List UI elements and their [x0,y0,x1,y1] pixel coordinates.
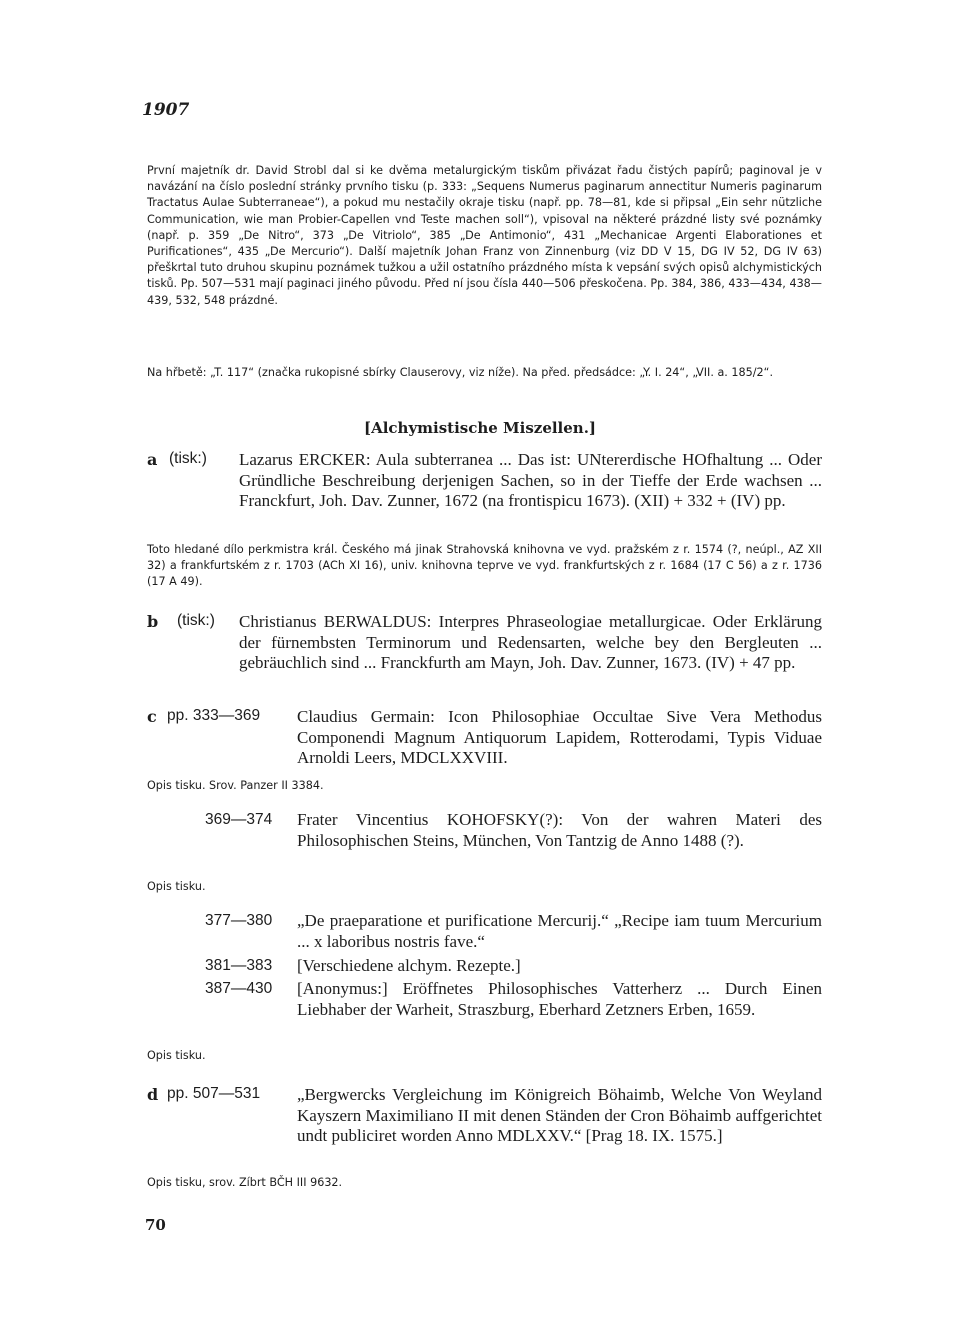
entry-prefix: (tisk:) [177,612,215,629]
sub-entry-pages: 381—383 [205,957,273,974]
entry-text: Christianus BERWALDUS: Interpres Phraseologiae metallurgicae. Oder Erklärung der fürnembsten Terminorum und Redensarten, welche bey den Bergleuten ... gebräuchlich sind ... Franckfurth am Mayn, Joh. Dav. Zunner, 1673. (IV) + 47 pp. [239,612,822,672]
entry-label: a [147,450,158,469]
entry-c-note-3: Opis tisku. [147,1049,206,1062]
entry-text: Lazarus ERCKER: Aula subterranea ... Das ist: UNtererdische HOfhaltung ... Oder Gründliche Beschreibung derjenigen Sachen, so in der Tieffe der Erde wachsen ... Franckfurt, Joh. Dav. Zunner, 1672 (na frontispicu 1673). (XII) + 332 + (IV) pp. [239,450,822,510]
sub-entry-text: „De praeparatione et purificatione Mercurij.“ „Recipe iam tuum Mercurium ... x laboribus nostris fave.“ [297,911,822,951]
sub-entry-pages: 377—380 [205,912,273,929]
entry-d-note: Opis tisku, srov. Zíbrt BČH III 9632. [147,1176,343,1189]
section-title: [Alchymistische Miszellen.] [363,419,597,437]
entry-a-note: Toto hledané dílo perkmistra král. Českého má jinak Strahovská knihovna ve vyd. pražském z r. 1574 (?, neúpl., AZ XII 32) a frankfurtském z r. 1703 (ACh XI 16), univ. knihovna teprve ve vyd. frankfurtských z r. 1684 (17 C 56) a z r. 1736 (17 A 49). [147,543,822,589]
entry-c-note-2: Opis tisku. [147,880,206,893]
sub-entry-pages: 369—374 [205,811,273,828]
entry-text: Claudius Germain: Icon Philosophiae Occultae Sive Vera Methodus Componendi Magnum Antiquorum Lapidem, Rotterodami, Typis Viduae Arnoldi Leers, MDCLXXVIII. [297,707,822,767]
sub-entry-text: [Anonymus:] Eröffnetes Philosophisches Vatterherz ... Durch Einen Liebhaber der Warheit, Straszburg, Eberhard Zetzners Erben, 1659. [297,979,822,1019]
sub-entry-text: Frater Vincentius KOHOFSKY(?): Von der wahren Materi des Philosophischen Steins, München, Von Tantzig de Anno 1488 (?). [297,810,822,850]
entry-text: „Bergwercks Vergleichung im Königreich Böhaimb, Welche Von Weyland Kayszern Maximiliano II mit denen Ständen der Cron Böhaimb auffgerichtet undt publiciret worden Anno MDLXXV.“ [Prag 18. IX. 1575.] [297,1085,822,1145]
entry-pages: pp. 333—369 [167,707,261,724]
entry-label: c [147,707,157,726]
entry-label: d [147,1085,159,1104]
provenance-note: První majetník dr. David Strobl dal si ke dvěma metalurgickým tiskům přivázat řadu čistých papírů; paginoval je v navázání na číslo poslední stránky prvního tisku (p. 333: „Sequens Numerus paginarum annectitur Numeris paginarum Tractatus Aulae Subterraneae“), a pokud mu nestačily okraje tisku (např. pp. 78—81, kde si připsal „Ein sehr nützliche Communication, wie man Probier-Capellen vnd Teste machen soll“), vpisoval na některé prázdné listy své poznámky (např. p. 359 „De Nitro“, 373 „De Vitriolo“, 385 „De Antimonio“, 431 „Mechanicae Argenti Elaborationes et Purificationes“, 435 „De Mercurio“). Další majetník Johan Franz von Zinnenburg (viz DD V 15, DG IV 52, DG IV 63) přeškrtal tuto druhou skupinu poznámek tužkou a užil ostatního prázdného místa k vepsání svých opisů alchymistických tisků. Pp. 507—531 mají paginaci jiného původu. Před ní jsou čísla 440—506 přeskočena. Pp. 384, 386, 433—434, 438—439, 532, 548 prázdné. [147,164,822,307]
sub-entry-pages: 387—430 [205,980,273,997]
catalog-number: 1907 [142,100,190,120]
spine-note: Na hřbetě: „T. 117“ (značka rukopisné sbírky Clauserovy, viz níže). Na před. předsádce: „Y. I. 24“, „VII. a. 185/2“. [147,366,774,379]
entry-c-note-1: Opis tisku. Srov. Panzer II 3384. [147,779,324,792]
page-number: 70 [145,1216,166,1234]
entry-label: b [147,612,159,631]
sub-entry-text: [Verschiedene alchym. Rezepte.] [297,956,521,975]
entry-prefix: (tisk:) [169,450,207,467]
entry-pages: pp. 507—531 [167,1085,261,1102]
